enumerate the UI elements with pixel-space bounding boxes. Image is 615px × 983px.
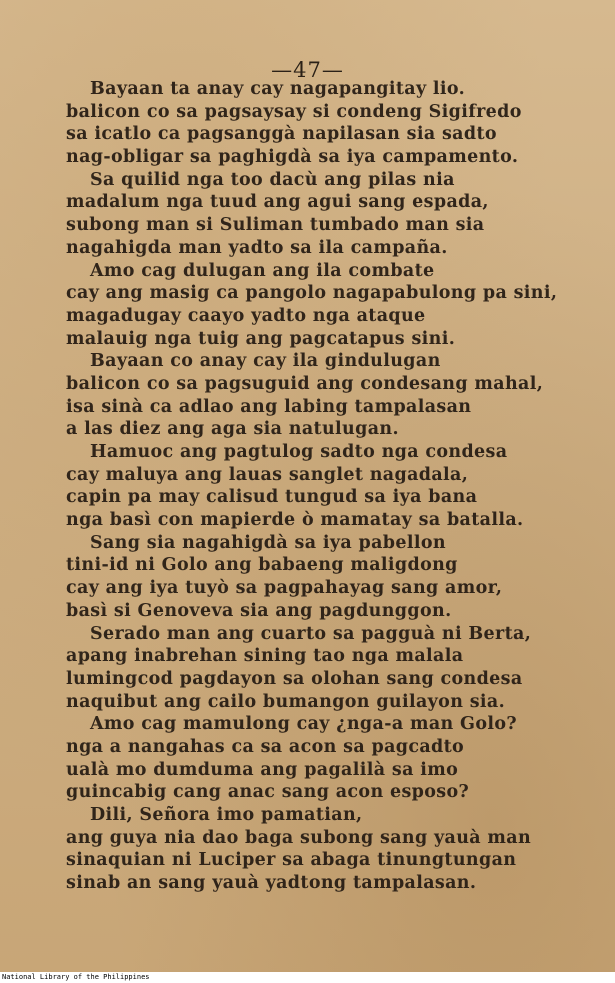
poem-line: Sang sia nagahigdà sa iya pabellon (90, 532, 446, 553)
page-number: —47— (271, 58, 344, 82)
poem-line: magadugay caayo yadto nga ataque (66, 305, 426, 326)
poem-line: Sa quilid nga too dacù ang pilas nia (90, 169, 455, 190)
poem-line: basì si Genoveva sia ang pagdunggon. (66, 600, 452, 621)
poem-text (66, 78, 606, 895)
poem-line: sa icatlo ca pagsanggà napilasan sia sadto (66, 124, 497, 145)
poem-line: madalum nga tuud ang agui sang espada, (66, 192, 489, 213)
poem-line: apang inabrehan sining tao nga malala (66, 646, 464, 667)
poem-line: Dili, Señora imo pamatian, (90, 805, 363, 825)
poem-line: Bayaan co anay cay ila gindulugan (90, 351, 441, 372)
poem-line: isa sinà ca adlao ang labing tampalasan (66, 396, 472, 417)
poem-line: sinab an sang yauà yadtong tampalasan. (66, 873, 477, 894)
poem-line: Hamuoc ang pagtulog sadto nga condesa (90, 442, 508, 462)
poem-line: balicon co sa pagsuguid ang condesang mahal, (66, 373, 544, 394)
poem-line: nag-obligar sa paghigdà sa iya campamento. (66, 147, 519, 168)
poem-line: sinaquian ni Luciper sa abaga tinungtungan (66, 850, 517, 871)
poem-line: cay ang iya tuyò sa pagpahayag sang amor, (66, 578, 503, 599)
poem-line: ang guya nia dao baga subong sang yauà man (66, 827, 532, 848)
poem-line: subong man si Suliman tumbado man sia (66, 215, 485, 236)
poem-line: ualà mo dumduma ang pagalilà sa imo (66, 759, 459, 780)
poem-line: tini-id ni Golo ang babaeng maligdong (66, 555, 458, 576)
poem-line: Amo cag mamulong cay ¿nga-a man Golo? (90, 714, 517, 735)
poem-line: a las diez ang aga sia natulugan. (66, 419, 399, 440)
poem-line: Serado man ang cuarto sa pagguà ni Berta, (90, 623, 532, 644)
poem-line: capin pa may calisud tungud sa iya bana (66, 487, 478, 508)
poem-line: nga basì con mapierde ò mamatay sa batalla. (66, 510, 524, 531)
poem-line: balicon co sa pagsaysay si condeng Sigifredo (66, 101, 522, 122)
poem-line: cay ang masig ca pangolo nagapabulong pa sini, (66, 283, 558, 304)
poem-line: guincabig cang anac sang acon esposo? (66, 782, 470, 803)
poem-line: naquibut ang cailo bumangon guilayon sia. (66, 691, 506, 712)
poem-line: Amo cag dulugan ang ila combate (90, 260, 435, 281)
poem-line: nga a nangahas ca sa acon sa pagcadto (66, 736, 465, 757)
poem-line: nagahigda man yadto sa ila campaña. (66, 237, 448, 258)
poem-line: cay maluya ang lauas sanglet nagadala, (66, 464, 469, 485)
poem-line: lumingcod pagdayon sa olohan sang condesa (66, 668, 523, 689)
library-credit: National Library of the Philippines (0, 972, 615, 983)
poem-line: Bayaan ta anay cay nagapangitay lio. (90, 79, 466, 99)
poem-line: malauig nga tuig ang pagcatapus sini. (66, 328, 456, 349)
